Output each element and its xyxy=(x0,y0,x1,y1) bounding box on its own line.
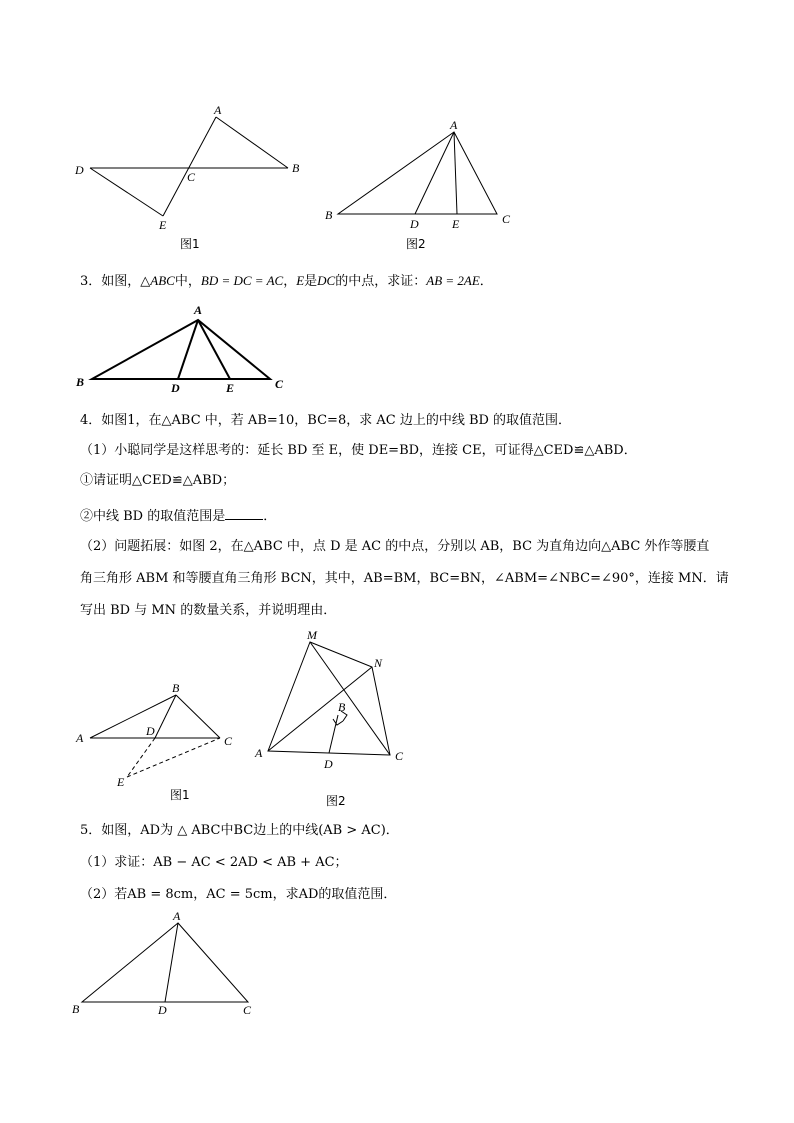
q4-line-4: ②中线 BD 的取值范围是 ． xyxy=(80,506,276,526)
label-D: D xyxy=(75,163,84,177)
label-B: B xyxy=(325,208,333,222)
label-C: C xyxy=(395,749,404,763)
label-M: M xyxy=(307,628,317,642)
label-A: A xyxy=(450,118,458,132)
label-C: C xyxy=(502,212,511,226)
q5-line-1: 5．如图，AD为 △ ABC中BC边上的中线(AB > AC)． xyxy=(80,823,399,838)
q3-statement: 3．如图，△ABC中，BD = DC = AC，E是DC的中点，求证：AB = 2AE． xyxy=(80,273,493,289)
label-D: D xyxy=(410,217,419,231)
figure-caption: 图1 xyxy=(180,237,200,251)
label-B: B xyxy=(172,681,180,695)
label-A: A xyxy=(76,731,84,745)
label-A: A xyxy=(255,746,263,760)
label-E: E xyxy=(117,775,125,789)
label-B: B xyxy=(292,161,300,175)
q4-line-7: 写出 BD 与 MN 的数量关系，并说明理由． xyxy=(80,603,337,618)
q4-line-6: 角三角形 ABM 和等腰直角三角形 BCN，其中，AB=BM，BC=BN，∠ABM=∠NBC=∠90°，连接 MN．请 xyxy=(80,571,729,586)
q4-line-3: ①请证明△CED≌△ABD； xyxy=(80,473,236,488)
q4-line-2: （1）小聪同学是这样思考的：延长 BD 至 E，使 DE=BD，连接 CE，可证得△CED≌△ABD． xyxy=(80,443,637,458)
label-E: E xyxy=(452,217,460,231)
q4-line-1: 4．如图1，在△ABC 中，若 AB=10，BC=8，求 AC 边上的中线 BD 的取值范围． xyxy=(80,413,572,428)
label-D: D xyxy=(171,381,180,395)
answer-blank[interactable] xyxy=(225,506,263,520)
label-D: D xyxy=(146,724,155,738)
q4-figure-1 xyxy=(70,678,245,806)
label-C: C xyxy=(224,734,233,748)
q5-line-3: （2）若AB = 8cm，AC = 5cm，求AD的取值范围． xyxy=(80,887,397,902)
label-C: C xyxy=(187,170,196,184)
label-A: A xyxy=(194,303,203,317)
q4-figure-2 xyxy=(250,625,410,813)
figure-caption: 图1 xyxy=(170,788,190,802)
q5-figure xyxy=(70,905,270,1025)
label-E: E xyxy=(159,218,167,232)
label-A: A xyxy=(173,909,181,923)
label-B: B xyxy=(338,700,346,714)
q2-figure-2 xyxy=(320,115,520,255)
q5-line-2: （1）求证：AB − AC < 2AD < AB + AC； xyxy=(80,855,348,870)
label-D: D xyxy=(158,1003,167,1017)
q4-line-5: （2）问题拓展：如图 2，在△ABC 中，点 D 是 AC 的中点，分别以 AB，BC 为直角边向△ABC 外作等腰直 xyxy=(80,539,710,554)
label-C: C xyxy=(275,377,284,391)
label-B: B xyxy=(76,375,85,389)
label-N: N xyxy=(374,656,383,670)
label-B: B xyxy=(72,1002,80,1016)
label-E: E xyxy=(226,381,235,395)
q3-figure xyxy=(70,298,295,398)
label-C: C xyxy=(243,1003,252,1017)
q2-figure-1 xyxy=(70,100,310,255)
figure-caption: 图2 xyxy=(326,794,346,808)
label-D: D xyxy=(324,757,333,771)
figure-caption: 图2 xyxy=(406,237,426,251)
label-A: A xyxy=(214,103,222,117)
